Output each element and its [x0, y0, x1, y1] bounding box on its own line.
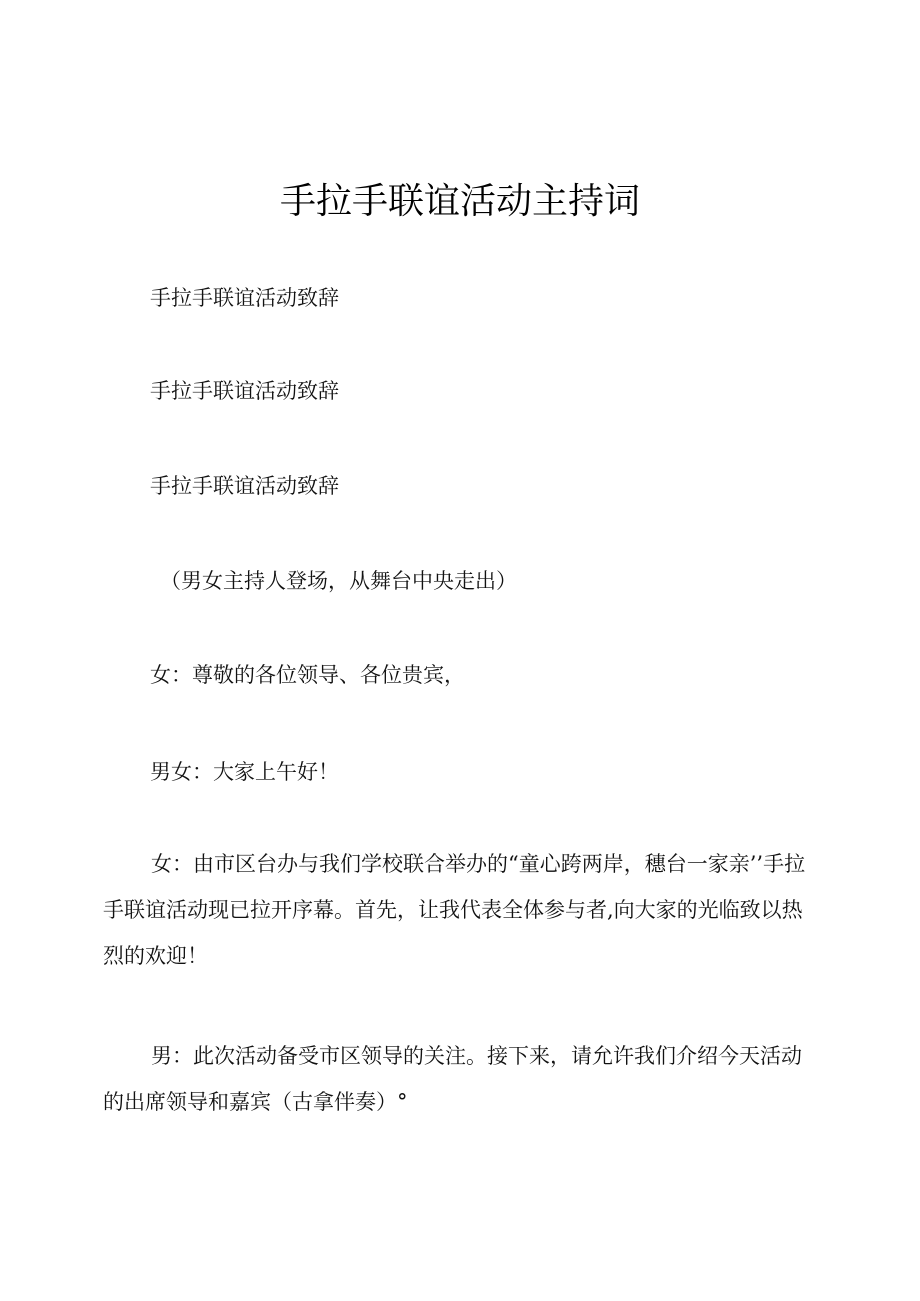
- dialogue-paragraph-text: 女：由市区台办与我们学校联合举办的“童心跨两岸，穗台一家亲’’手拉手联谊活动现已拉开序幕。首先，让我代表全体参与者,向大家的光临致以热烈的欢迎！: [103, 852, 806, 968]
- dialogue-paragraph: [103, 841, 815, 979]
- document-title: 手拉手联谊活动主持词: [279, 181, 640, 222]
- subtitle-line: 手拉手联谊活动致辞: [150, 474, 339, 498]
- stage-direction: （男女主持人登场，从舞台中央走出）: [160, 569, 517, 593]
- dialogue-line: 女：尊敬的各位领导、各位贵宾，: [150, 663, 465, 687]
- dialogue-line: 男女：大家上午好！: [150, 760, 339, 784]
- subtitle-line: 手拉手联谊活动致辞: [150, 286, 339, 310]
- dialogue-paragraph: [103, 1033, 815, 1125]
- dialogue-paragraph-text: 男：此次活动备受市区领导的关注。接下来，请允许我们介绍今天活动的出席领导和嘉宾（古拿伴奏）°: [103, 1044, 802, 1114]
- subtitle-line: 手拉手联谊活动致辞: [150, 379, 339, 403]
